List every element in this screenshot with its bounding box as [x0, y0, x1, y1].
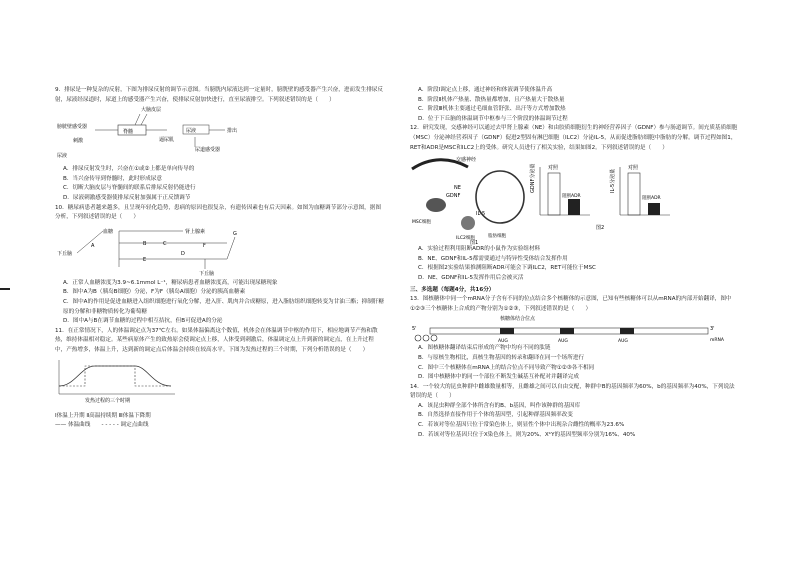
label-gdnf: GDNF [446, 193, 461, 200]
fever-curve [55, 356, 195, 412]
label-hypothalamus-bottom: 下丘脑 [199, 270, 215, 277]
q9-option: D．尿液刺激感受器使排尿反射加强属于正反馈调节 [63, 194, 191, 201]
q14-option: B．自然选择直接作用于个体的基因型，引起种群基因频率改变 [418, 412, 573, 419]
ribosome-3 [431, 335, 437, 341]
label-C: C [163, 240, 167, 247]
fever-legend-lines: —— 体温曲线 - - - - - 调定点曲线 [55, 422, 149, 429]
q9-option: C．切断大脑皮层与脊髓间的联系后排尿反射仍能进行 [63, 185, 196, 192]
label-spinal: 脊髓 [123, 129, 134, 136]
label-B: B [143, 240, 147, 247]
q11-stem: 11．在正常情况下，人的体温调定点为37℃左右。如果体温偏离这个数值，机体会在体温调节中枢的作用下，相应地调节产热和散热，维持体温相对稳定。某些病原体产生的致热原会使调定点上移，人体受到刺激后，体温调定点上升到新的调定点，在上升过程中，产热增多，体温上升，达到新的调定点后体温会持续在较高水平。下图为发热过程的三个时期，下列分析错误的是（ ） [55, 327, 378, 353]
fever-caption: 发热过程的三个时期 [85, 397, 131, 404]
fat-cell [476, 171, 524, 223]
q9-figure [55, 105, 385, 165]
label-ilc2: ILC2细胞 [456, 236, 475, 242]
q12-stem: 12．研究发现，交感神经可以通过去甲肾上腺素（NE）和由胶质细胞衍生的神经营养因子（GDNF）参与肠道调节。间充质基质细胞（MSC）分泌神经营养因子（GDNF）促进2型固有淋巴细胞（ILC2）分泌IL-5，从而促进脂肪细胞中脂肪的分解。调节过程如图1，RET和ADR是MSC和ILC2上的受体。研究人员进行了相关实验，结果如图2。下列叙述错误的是（ ） [410, 125, 738, 151]
q14-option: D．若该对等位基因只位于X染色体上，则为20%、XᵇY的基因型频率分别为16%、40% [418, 431, 636, 438]
label-aug-1: AUG [498, 339, 508, 345]
label-msc: MSC细胞 [412, 220, 431, 226]
label-aug-2: AUG [558, 339, 568, 345]
q9-option: B．当兴奋传导到脊髓时，此时形成尿意 [63, 175, 162, 182]
msc-cell [426, 198, 446, 212]
q12-option: C．根据图2实验结果推测阻断ADR可能会下调ILC2，RET可能位于MSC [418, 265, 596, 272]
label-3prime: 3' [710, 326, 715, 333]
q9-option: A．排尿反射发生时，兴奋在①或②上都是单向传导的 [63, 166, 195, 173]
section-title-multi: 三、多选题（每题4分，共16分） [410, 286, 495, 293]
label-block-2: 阻断ADR [642, 196, 661, 202]
label-stimulus: 刺激 [73, 138, 84, 145]
label-flow: 尿液 [186, 128, 197, 135]
fig1-label: 图1 [470, 240, 479, 246]
ribosome-2 [423, 335, 429, 341]
label-urine: 尿液 [57, 153, 68, 160]
q9-stem: 9．排尿是一种复杂的反射，下图为排尿反射的调节示意图。当膀胱内尿液达到一定量时，膀胱壁的感受器产生兴奋，进而发生排尿反射，尿液经尿道时，尿道上的感受器产生兴奋，使排尿反射加快进行，直至尿液排空。下列叙述错误的是（ ） [55, 87, 383, 103]
q10-stem: 10．糖尿病患者越来越多，且呈现年轻化趋势，患病的原因也很复杂，有遗传因素也有后天因素。如图为血糖调节部分示意图，据图分析，下列叙述错误的是（ ） [55, 204, 381, 221]
q11-figure [55, 356, 385, 412]
q13-option: A．图核糖体翻译结束后形成的产物中均有不同的肽链 [418, 345, 551, 352]
bar-il5-control [628, 173, 640, 215]
label-ne: NE [454, 185, 461, 192]
ilc2-cell [461, 216, 475, 230]
label-binding-site: 核糖体结合位点 [500, 316, 536, 323]
binding-mark [0, 288, 10, 290]
q10-option: C．图中A的作用是促进血糖进入组织细胞进行氧化分解，进入肝、肌肉并合成糖原，进入脂肪组织细胞转变为甘油三酯；抑制肝糖原的分解和非糖物质转化为葡萄糖 [63, 298, 384, 315]
q13-figure [410, 314, 740, 344]
label-D: D [181, 250, 185, 257]
ribosome-1 [415, 335, 421, 341]
label-glucose: 血糖 [103, 228, 114, 235]
bar-gdnf-control [548, 173, 560, 215]
q12-figure [410, 153, 740, 245]
bar-gdnf-blocked [568, 199, 580, 215]
q12-diagrams [410, 153, 740, 245]
q13-option: C．图中三个核糖体在mRNA上的结合位点不同导致产物①②③各不相同 [418, 364, 595, 371]
q12-option: B．NE、GDNF和IL-5都需要通过与特异性受体结合发挥作用 [418, 255, 568, 262]
label-urethra-receptor: 尿道感受器 [195, 147, 221, 154]
label-il5: IL-5 [476, 211, 486, 218]
label-F: F [203, 242, 206, 249]
right-column [410, 86, 740, 440]
label-adrenaline: 肾上腺素 [185, 228, 206, 235]
label-bladder-receptor: 膀胱壁感受器 [57, 124, 88, 131]
label-5prime: 5' [412, 326, 417, 333]
reflex-diagram [55, 105, 385, 165]
q10-figure [55, 223, 385, 279]
label-detrusor: 逼尿肌 [159, 137, 175, 144]
label-control-1: 对照 [548, 165, 559, 172]
label-out: 排出 [227, 128, 238, 135]
q11-option: D．位于下丘脑的体温调节中枢参与三个阶段的体温调节过程 [418, 115, 568, 122]
label-hypothalamus-left: 下丘脑 [57, 250, 73, 257]
label-A: A [91, 242, 95, 249]
q10-option: D．图中A与B在调节血糖的过程中相互拮抗，但B可促进A的分泌 [63, 318, 223, 325]
label-fat-cell: 脂肪细胞 [488, 234, 506, 240]
label-sympathetic: 交感神经 [456, 157, 477, 164]
label-aug-3: AUG [618, 339, 628, 345]
label-cortex: 大脑皮层 [141, 107, 162, 114]
fig2-y-label-gdnf: GDNF分泌量 [530, 163, 536, 194]
q10-option: A．正常人血糖浓度为3.9~6.1mmol L⁻¹，糖尿病患者血糖浓度高，可能出现尿糖现象 [63, 279, 278, 286]
label-mrna: mRNA [710, 338, 724, 344]
q12-option: D．NE、GDNF和IL-5发挥作用后会被灭活 [418, 274, 524, 281]
q11-option: B．阶段Ⅱ机体产热量、散热量都增加，且产热量大于散热量 [418, 96, 565, 103]
left-column [55, 86, 385, 431]
q11-option: A．阶段Ⅰ调定点上移，通过神经和体液调节使体温升高 [418, 87, 553, 93]
q13-stem: 13．图核糖体中同一个mRNA分子含有不同的位点结合多个核糖体的示意图，已知有些核糖体可以从mRNA的内部开始翻译，图中①②③三个核糖体上合成的产物分别为①②③，下列叙述错误的是（ ） [410, 296, 732, 312]
label-control-2: 对照 [628, 165, 639, 172]
q11-option: C．阶段Ⅲ机体主要通过毛细血管舒张、出汗等方式增加散热 [418, 106, 566, 113]
q13-option: B．与原核生物相比，真核生物基因的转录和翻译在同一个场所进行 [418, 354, 585, 361]
glucose-diagram [55, 223, 385, 279]
q14-option: A．该昆虫种群全部个体所含有的B、b基因，叫作该种群的基因库 [418, 402, 581, 409]
q13-option: D．图中核糖体中的同一个部位不断发生碱基互补配对并翻译完成 [418, 374, 579, 381]
q12-option: A．实验过程利用阻断ADR的小鼠作为实验组材料 [418, 246, 541, 253]
fever-legend-phases: Ⅰ体温上升期 Ⅱ高温持续期 Ⅲ体温下降期 [55, 412, 151, 419]
q14-option: C．若该对等位基因只位于常染色体上，则显性个体中出现杂合雌性的概率为23.6% [418, 422, 625, 429]
q14-stem: 14．一个较大的昆虫种群中雌雄数量相等，且雌雄之间可以自由交配，种群中B的基因频率为60%，b的基因频率为40%，下列说法错误的是（ ） [410, 383, 735, 400]
label-block-1: 阻断ADR [562, 194, 581, 200]
setpoint-curve [59, 366, 171, 386]
label-E: E [143, 256, 147, 263]
fig2-label: 图2 [596, 225, 605, 232]
bar-il5-blocked [648, 203, 660, 215]
mrna-diagram [410, 314, 740, 344]
q10-option: B．图中A为B（胰岛B细胞）分泌，F为F（胰岛A细胞）分泌的胰高血糖素 [63, 289, 246, 296]
label-G: G [233, 230, 237, 237]
fig2-y-label-il5: IL-5分泌量 [610, 168, 616, 194]
body-temp-curve [59, 366, 171, 386]
